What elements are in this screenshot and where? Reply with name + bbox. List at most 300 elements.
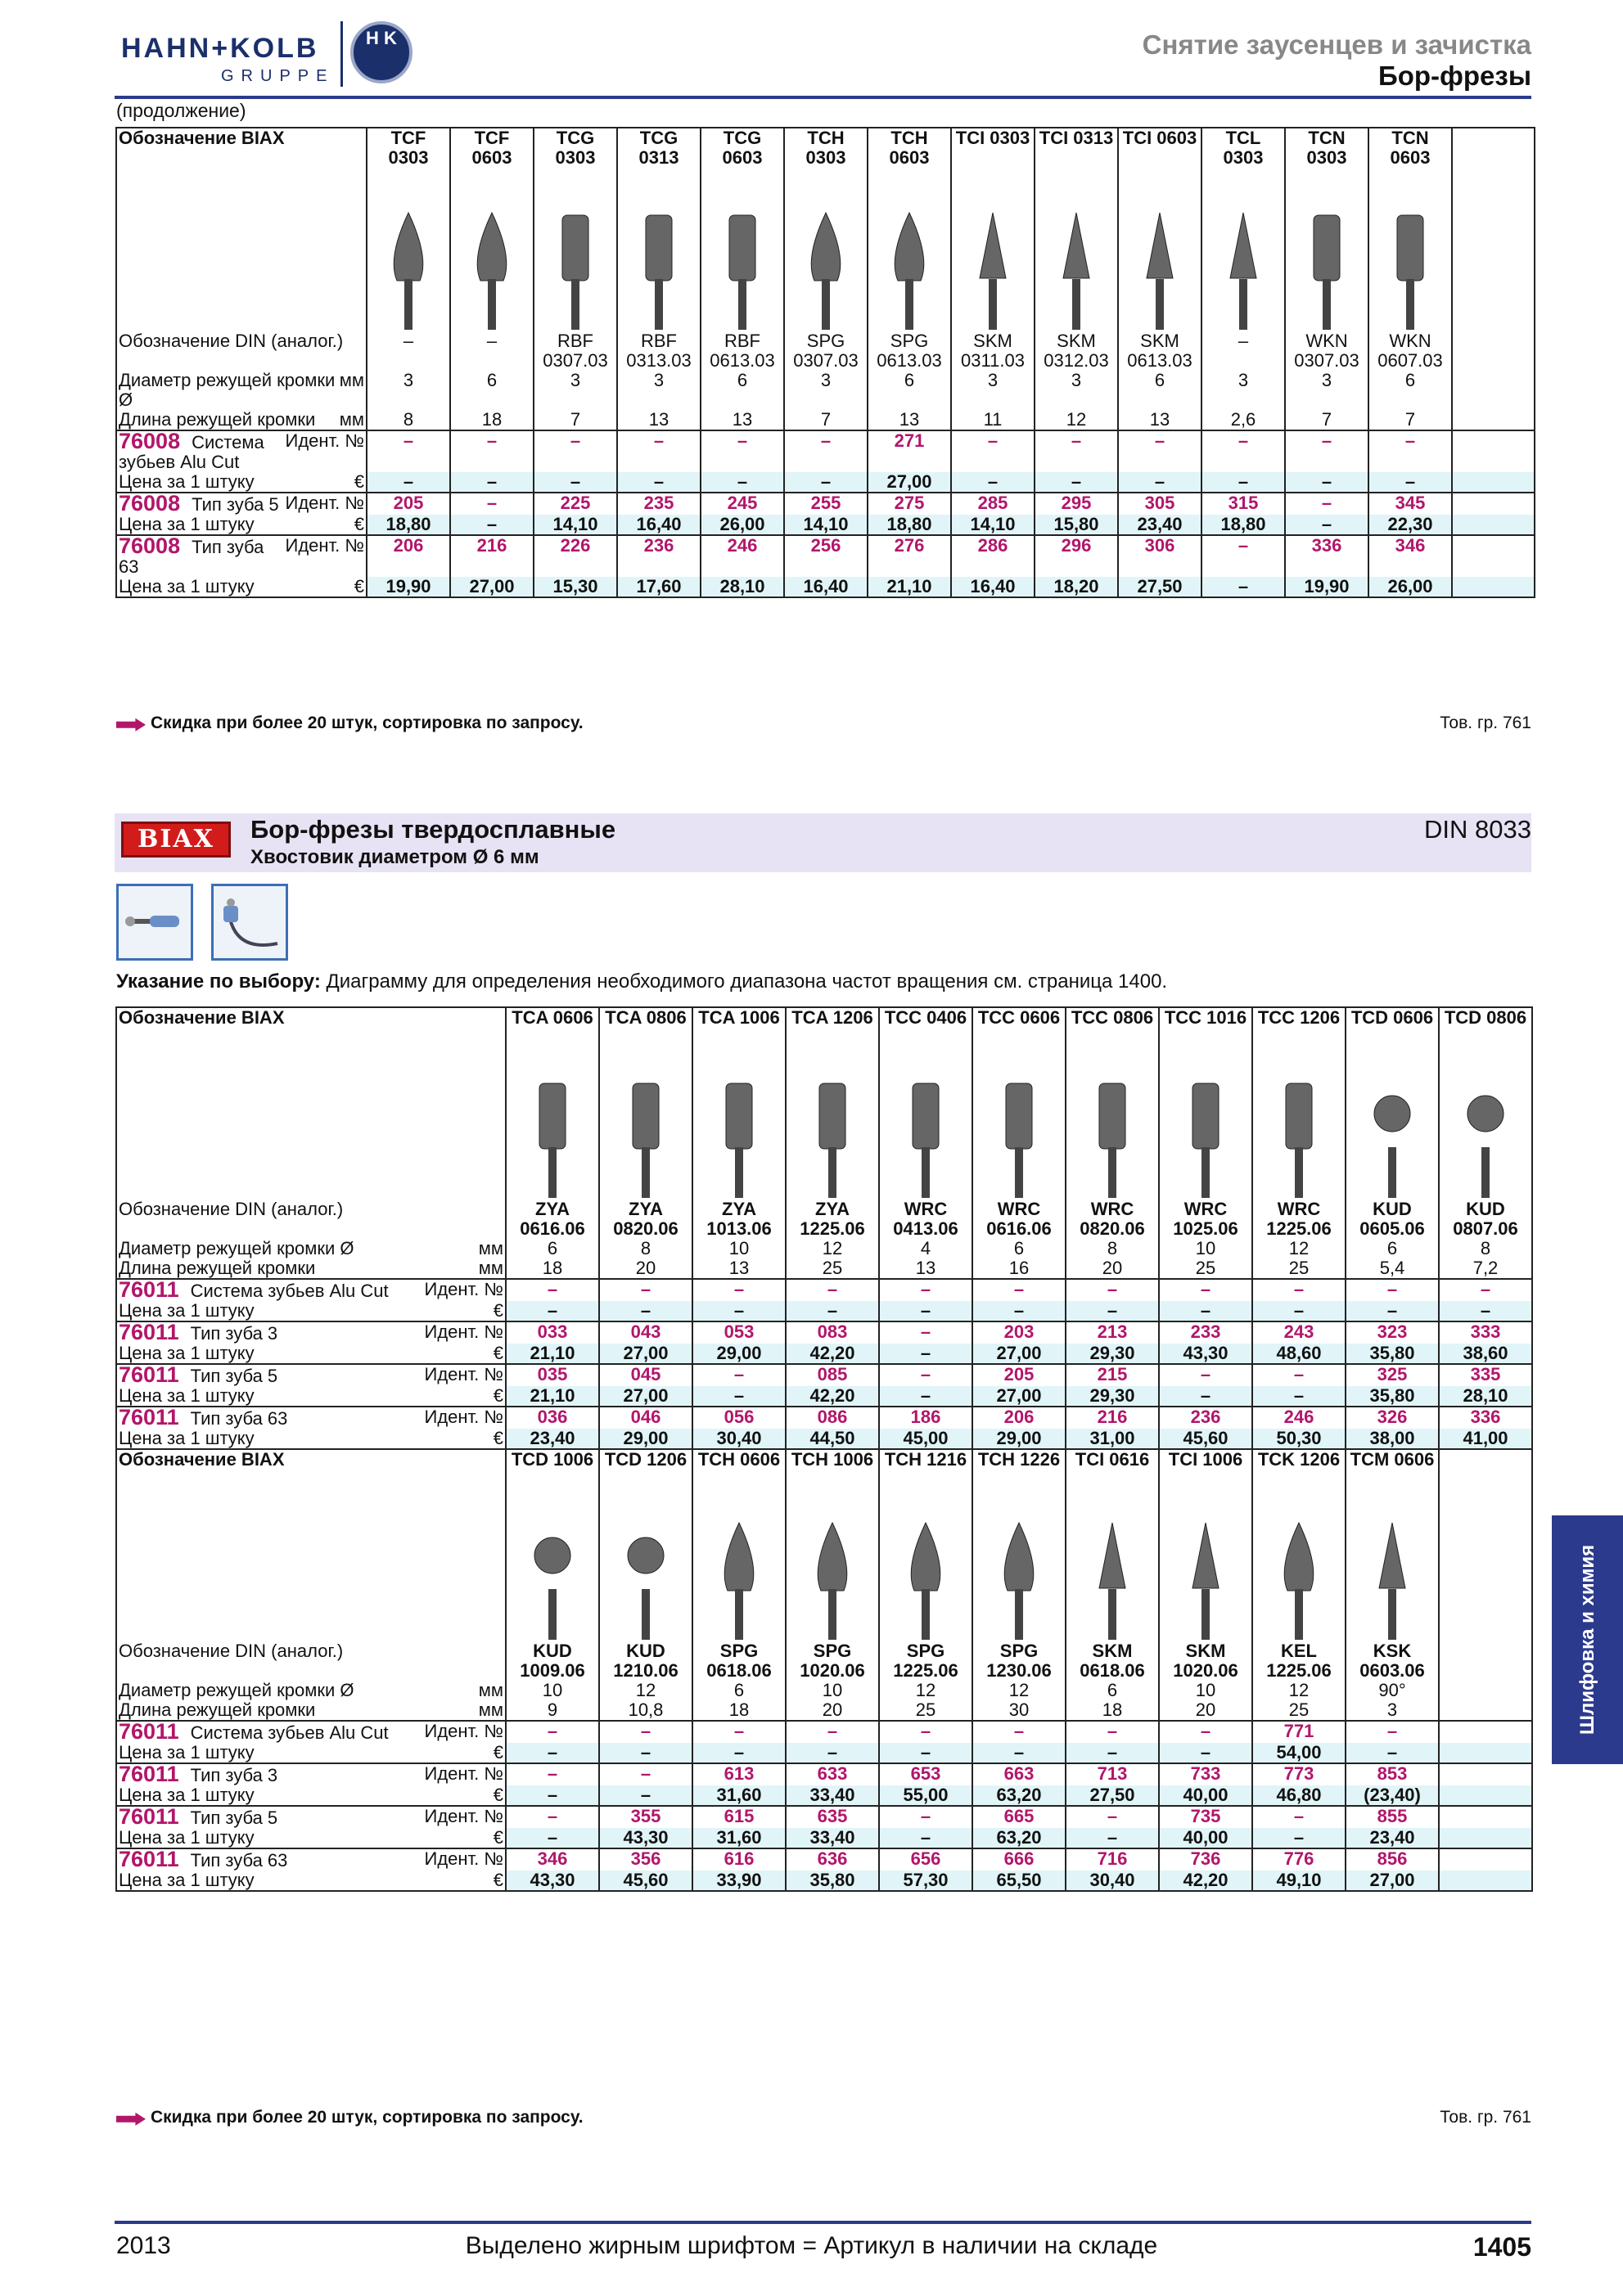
diameter-value: 12 — [599, 1681, 692, 1700]
unit-label: € — [354, 577, 364, 597]
diameter-value: 12 — [786, 1239, 879, 1258]
ident-number: 206 — [972, 1407, 1066, 1429]
column-header: TCH 0303 — [784, 128, 868, 168]
article-cell — [116, 430, 367, 472]
carbide-burr-icon — [697, 1077, 782, 1200]
diameter-value: 3 — [1285, 371, 1368, 410]
ident-number: 045 — [599, 1364, 692, 1386]
din-value: KEL 1225.06 — [1252, 1641, 1346, 1681]
tooth-type: Тип зуба 5 — [190, 1808, 278, 1828]
ident-number: 286 — [951, 535, 1035, 577]
ident-number: – — [1066, 1721, 1159, 1743]
column-header: TCG 0603 — [701, 128, 784, 168]
footer-rule — [115, 2221, 1531, 2224]
length-value: 7 — [1368, 410, 1452, 430]
column-header: TCD 0806 — [1439, 1007, 1532, 1028]
ident-number: 636 — [786, 1848, 879, 1871]
ident-number: – — [506, 1279, 599, 1301]
diameter-value: 6 — [868, 371, 951, 410]
ident-number: 315 — [1201, 493, 1285, 515]
article-number: 76011 — [119, 1848, 179, 1871]
carbide-burr-icon — [1206, 209, 1281, 331]
tooth-type: Система зубьев Alu Cut — [190, 1281, 389, 1301]
price-label-text: Цена за 1 штуку — [119, 1828, 255, 1848]
price-value: 27,00 — [972, 1344, 1066, 1364]
price-value: 27,50 — [1118, 577, 1201, 597]
biax-designation-label — [116, 1007, 506, 1028]
price-value: – — [879, 1301, 972, 1321]
price-value: – — [506, 1743, 599, 1763]
ident-number: 356 — [599, 1848, 692, 1871]
price-label-text: Цена за 1 штуку — [119, 515, 255, 534]
price-value: – — [617, 472, 701, 493]
carbide-burr-icon — [697, 1519, 782, 1641]
price-value: – — [1252, 1386, 1346, 1407]
article-cell — [116, 1721, 506, 1743]
din-value: RBF 0307.03 — [534, 331, 617, 371]
empty-cell — [1439, 1806, 1532, 1828]
table-2 — [115, 1006, 1533, 1892]
tool-image — [506, 1028, 599, 1200]
ident-number: 733 — [1159, 1763, 1252, 1785]
tool-image — [599, 1028, 692, 1200]
ident-number: 213 — [1066, 1321, 1159, 1344]
diameter-value: 8 — [1066, 1239, 1159, 1258]
price-value: 16,40 — [617, 515, 701, 535]
carbide-burr-icon — [1163, 1519, 1248, 1641]
diameter-value: 4 — [879, 1239, 972, 1258]
unit-label: € — [493, 1301, 503, 1321]
tool-image — [506, 1470, 599, 1641]
price-label — [116, 1785, 506, 1806]
length-value: 20 — [786, 1700, 879, 1721]
footer-year: 2013 — [116, 2232, 171, 2259]
price-value: 40,00 — [1159, 1828, 1252, 1848]
tool-image — [879, 1028, 972, 1200]
price-value: 33,40 — [786, 1785, 879, 1806]
image-row-label — [116, 168, 367, 331]
price-value: 43,30 — [506, 1871, 599, 1891]
ident-label: Идент. № — [285, 430, 364, 451]
price-value: 55,00 — [879, 1785, 972, 1806]
ident-label: Идент. № — [424, 1407, 503, 1427]
din-value: KUD 0807.06 — [1439, 1200, 1532, 1239]
price-value: 45,00 — [879, 1429, 972, 1449]
image-row-label — [116, 1470, 506, 1641]
column-header: TCA 1006 — [692, 1007, 786, 1028]
length-value: 25 — [879, 1700, 972, 1721]
ident-number: – — [1252, 1364, 1346, 1386]
column-header: TCC 0406 — [879, 1007, 972, 1028]
ident-number: 346 — [506, 1848, 599, 1871]
tool-image — [1066, 1028, 1159, 1200]
price-value: 27,00 — [1346, 1871, 1439, 1891]
diameter-label — [116, 1681, 506, 1700]
carbide-burr-icon — [603, 1077, 688, 1200]
article-number: 76011 — [119, 1364, 179, 1386]
price-value: 27,00 — [450, 577, 534, 597]
price-value: 63,20 — [972, 1828, 1066, 1848]
price-label-text: Цена за 1 штуку — [119, 1871, 255, 1890]
tool-image — [450, 168, 534, 331]
logo-subtitle: GRUPPE — [221, 67, 335, 85]
din-value: SKM 0312.03 — [1035, 331, 1118, 371]
din-value: SPG 1225.06 — [879, 1641, 972, 1681]
page-category: Снятие заусенцев и зачистка — [1142, 29, 1531, 60]
price-value: 33,40 — [786, 1828, 879, 1848]
ident-number: 256 — [784, 535, 868, 577]
length-value: 18 — [506, 1258, 599, 1279]
table-1 — [115, 127, 1535, 598]
column-header: TCD 0606 — [1346, 1007, 1439, 1028]
length-value: 25 — [1252, 1258, 1346, 1279]
length-value: 25 — [1252, 1700, 1346, 1721]
tool-image — [1346, 1470, 1439, 1641]
ident-label: Идент. № — [424, 1321, 503, 1342]
ident-number: 616 — [692, 1848, 786, 1871]
price-value: 29,00 — [599, 1429, 692, 1449]
biax-designation-label-text: Обозначение BIAX — [119, 1449, 285, 1470]
ident-number: 046 — [599, 1407, 692, 1429]
ident-number: 186 — [879, 1407, 972, 1429]
ident-number: – — [879, 1321, 972, 1344]
price-value: 18,20 — [1035, 577, 1118, 597]
din-value: WKN 0307.03 — [1285, 331, 1368, 371]
price-value: – — [692, 1386, 786, 1407]
ident-number: 235 — [617, 493, 701, 515]
price-value: 35,80 — [1346, 1344, 1439, 1364]
ident-number: 776 — [1252, 1848, 1346, 1871]
price-value: – — [367, 472, 450, 493]
price-value: 18,80 — [1201, 515, 1285, 535]
image-row-label — [116, 1028, 506, 1200]
price-value: – — [1439, 1301, 1532, 1321]
din-value: ZYA 0820.06 — [599, 1200, 692, 1239]
length-value: 2,6 — [1201, 410, 1285, 430]
din-value: WKN 0607.03 — [1368, 331, 1452, 371]
din-value: ZYA 1225.06 — [786, 1200, 879, 1239]
ident-number: 856 — [1346, 1848, 1439, 1871]
empty-cell — [1439, 1743, 1532, 1763]
length-label-text: Длина режущей кромки — [119, 1258, 316, 1278]
ident-number: – — [599, 1763, 692, 1785]
price-value: 54,00 — [1252, 1743, 1346, 1763]
ident-number: – — [1159, 1364, 1252, 1386]
diameter-value: 12 — [1252, 1681, 1346, 1700]
column-header: TCA 0806 — [599, 1007, 692, 1028]
din-value: RBF 0313.03 — [617, 331, 701, 371]
price-value: 38,00 — [1346, 1429, 1439, 1449]
tooth-type: Тип зуба 3 — [190, 1765, 278, 1785]
biax-designation-label-text: Обозначение BIAX — [119, 1007, 285, 1028]
ident-number: 296 — [1035, 535, 1118, 577]
price-value: 23,40 — [506, 1429, 599, 1449]
din-value: ZYA 1013.06 — [692, 1200, 786, 1239]
length-value: 7 — [534, 410, 617, 430]
column-header: TCH 0603 — [868, 128, 951, 168]
length-value: 7,2 — [1439, 1258, 1532, 1279]
discount-note-text: Скидка при более 20 штук, сортировка по запросу. — [151, 714, 584, 732]
ident-number: 325 — [1346, 1364, 1439, 1386]
din-value: WRC 1225.06 — [1252, 1200, 1346, 1239]
price-label-text: Цена за 1 штуку — [119, 1429, 255, 1448]
price-value: 14,10 — [534, 515, 617, 535]
din-value: WRC 0820.06 — [1066, 1200, 1159, 1239]
length-value: 12 — [1035, 410, 1118, 430]
tool-image — [972, 1028, 1066, 1200]
ident-number: 635 — [786, 1806, 879, 1828]
din-value: SPG 0613.03 — [868, 331, 951, 371]
diameter-value: 12 — [1252, 1239, 1346, 1258]
article-cell — [116, 1279, 506, 1301]
carbide-burr-icon — [955, 209, 1030, 331]
length-value: 30 — [972, 1700, 1066, 1721]
column-header: TCC 1016 — [1159, 1007, 1252, 1028]
ident-number: 083 — [786, 1321, 879, 1344]
length-value: 7 — [1285, 410, 1368, 430]
tool-image — [784, 168, 868, 331]
ident-number: – — [1159, 1721, 1252, 1743]
ident-number: 736 — [1159, 1848, 1252, 1871]
ident-number: – — [506, 1763, 599, 1785]
ident-number: – — [972, 1721, 1066, 1743]
price-value: – — [972, 1743, 1066, 1763]
ident-number: 346 — [1368, 535, 1452, 577]
ident-number: 336 — [1439, 1407, 1532, 1429]
price-value: – — [1252, 1828, 1346, 1848]
article-cell — [116, 1763, 506, 1785]
din-value: RBF 0613.03 — [701, 331, 784, 371]
tool-image — [1285, 168, 1368, 331]
length-value: 25 — [1159, 1258, 1252, 1279]
ident-number: – — [1285, 430, 1368, 472]
price-value: – — [879, 1386, 972, 1407]
diameter-value: 3 — [1035, 371, 1118, 410]
din-value: ZYA 0616.06 — [506, 1200, 599, 1239]
carbide-burr-icon — [976, 1519, 1062, 1641]
price-value: 27,00 — [868, 472, 951, 493]
ident-number: 236 — [617, 535, 701, 577]
length-value: 20 — [1159, 1700, 1252, 1721]
tool-image — [972, 1470, 1066, 1641]
price-value: 50,30 — [1252, 1429, 1346, 1449]
footer-legend: Выделено жирным шрифтом = Артикул в наличии на складе — [465, 2232, 1158, 2259]
empty-cell — [1452, 472, 1535, 493]
discount-note-text: Скидка при более 20 штук, сортировка по запросу. — [151, 2108, 584, 2127]
price-value: – — [879, 1828, 972, 1848]
article-number: 76011 — [119, 1806, 179, 1828]
price-value: 21,10 — [506, 1386, 599, 1407]
ident-number: 295 — [1035, 493, 1118, 515]
column-header: TCG 0303 — [534, 128, 617, 168]
din-value: KUD 1210.06 — [599, 1641, 692, 1681]
length-value: 13 — [879, 1258, 972, 1279]
price-value: – — [506, 1828, 599, 1848]
din-value: KSK 0603.06 — [1346, 1641, 1439, 1681]
tool-image — [951, 168, 1035, 331]
price-value: 21,10 — [868, 577, 951, 597]
din-value: – — [450, 331, 534, 371]
column-header: TCA 1206 — [786, 1007, 879, 1028]
price-value: – — [784, 472, 868, 493]
biax-designation-label-text: Обозначение BIAX — [119, 128, 285, 148]
tooth-type: Тип зуба 63 — [190, 1850, 288, 1871]
diameter-label-text: Диаметр режущей кромки Ø — [119, 371, 336, 410]
selection-hint — [116, 970, 1167, 993]
column-header: TCG 0313 — [617, 128, 701, 168]
ident-number: – — [879, 1806, 972, 1828]
length-value: 18 — [1066, 1700, 1159, 1721]
price-value: (23,40) — [1346, 1785, 1439, 1806]
ident-number: – — [879, 1279, 972, 1301]
carbide-burr-icon — [1256, 1077, 1341, 1200]
ident-number: – — [1201, 535, 1285, 577]
length-value: 20 — [599, 1258, 692, 1279]
ident-number: – — [599, 1721, 692, 1743]
price-value: 14,10 — [951, 515, 1035, 535]
diameter-value: 6 — [1066, 1681, 1159, 1700]
price-value: 41,00 — [1439, 1429, 1532, 1449]
tool-image — [599, 1470, 692, 1641]
empty-cell — [1439, 1700, 1532, 1721]
price-value: – — [599, 1743, 692, 1763]
ident-number: – — [534, 430, 617, 472]
column-header: TCC 0606 — [972, 1007, 1066, 1028]
price-value: – — [1159, 1301, 1252, 1321]
ident-label: Идент. № — [285, 493, 364, 513]
ident-label: Идент. № — [424, 1806, 503, 1826]
price-value: – — [1285, 472, 1368, 493]
tool-image — [1118, 168, 1201, 331]
price-value: – — [534, 472, 617, 493]
ident-number: 735 — [1159, 1806, 1252, 1828]
ident-number: 205 — [367, 493, 450, 515]
ident-number: – — [786, 1279, 879, 1301]
length-label — [116, 1258, 506, 1279]
article-number: 76008 — [119, 430, 181, 453]
ident-number: 216 — [1066, 1407, 1159, 1429]
ident-number: – — [1035, 430, 1118, 472]
length-value: 10,8 — [599, 1700, 692, 1721]
price-label — [116, 1344, 506, 1364]
carbide-burr-icon — [1163, 1077, 1248, 1200]
ident-number: 086 — [786, 1407, 879, 1429]
ident-label: Идент. № — [424, 1848, 503, 1869]
unit-label: мм — [478, 1239, 503, 1258]
price-value: – — [1159, 1386, 1252, 1407]
article-cell — [116, 1407, 506, 1429]
din-label-text: Обозначение DIN (аналог.) — [119, 1641, 344, 1661]
carbide-burr-icon — [454, 209, 530, 331]
article-number: 76008 — [119, 493, 181, 515]
price-value: – — [1066, 1743, 1159, 1763]
ident-number: 615 — [692, 1806, 786, 1828]
length-value: 11 — [951, 410, 1035, 430]
ident-number: 233 — [1159, 1321, 1252, 1344]
price-value: 44,50 — [786, 1429, 879, 1449]
carbide-burr-icon — [976, 1077, 1062, 1200]
ident-number: – — [1439, 1279, 1532, 1301]
price-label — [116, 1301, 506, 1321]
ident-number: – — [617, 430, 701, 472]
ident-number: 246 — [701, 535, 784, 577]
ident-number: – — [1368, 430, 1452, 472]
ident-label: Идент. № — [285, 535, 364, 556]
diameter-value: 10 — [506, 1681, 599, 1700]
tooth-type: Тип зуба 5 — [192, 494, 279, 515]
ident-number: 355 — [599, 1806, 692, 1828]
ident-number: – — [1346, 1279, 1439, 1301]
page-title: Бор-фрезы — [1378, 61, 1531, 91]
empty-cell — [1452, 535, 1535, 577]
unit-label: € — [493, 1386, 503, 1406]
side-tab[interactable] — [1552, 1515, 1623, 1764]
carbide-burr-icon — [883, 1519, 968, 1641]
tooth-type: Система зубьев Alu Cut — [190, 1722, 389, 1743]
price-value: 15,30 — [534, 577, 617, 597]
din-value: SKM 0613.03 — [1118, 331, 1201, 371]
empty-cell — [1452, 577, 1535, 597]
ident-number: 326 — [1346, 1407, 1439, 1429]
diameter-value: 90° — [1346, 1681, 1439, 1700]
length-label — [116, 1700, 506, 1721]
empty-cell — [1439, 1763, 1532, 1785]
article-cell — [116, 1848, 506, 1871]
diameter-value: 6 — [701, 371, 784, 410]
carbide-burr-icon — [621, 209, 697, 331]
price-label-text: Цена за 1 штуку — [119, 1301, 255, 1321]
tool-image — [786, 1470, 879, 1641]
price-value: 14,10 — [784, 515, 868, 535]
diameter-value: 10 — [1159, 1239, 1252, 1258]
discount-note-2 — [116, 2108, 584, 2127]
column-header: TCI 0603 — [1118, 128, 1201, 168]
ident-label: Идент. № — [424, 1279, 503, 1299]
ident-number: – — [367, 430, 450, 472]
column-header: TCC 0806 — [1066, 1007, 1159, 1028]
price-value: 43,30 — [599, 1828, 692, 1848]
price-label-text: Цена за 1 штуку — [119, 1743, 255, 1763]
ident-number: 666 — [972, 1848, 1066, 1871]
diameter-label-text: Диаметр режущей кромки Ø — [119, 1681, 354, 1700]
page-number: 1405 — [1472, 2232, 1531, 2262]
price-value: 48,60 — [1252, 1344, 1346, 1364]
tool-image — [534, 168, 617, 331]
ident-number: 306 — [1118, 535, 1201, 577]
empty-cell — [1439, 1785, 1532, 1806]
empty-cell — [1452, 371, 1535, 410]
din-standard: DIN 8033 — [1424, 815, 1531, 844]
straight-grinder-icon — [116, 884, 193, 961]
diameter-label — [116, 1239, 506, 1258]
empty-cell — [1439, 1681, 1532, 1700]
price-value: 21,10 — [506, 1344, 599, 1364]
ident-number: 225 — [534, 493, 617, 515]
carbide-burr-icon — [1350, 1077, 1435, 1200]
price-value: – — [1201, 472, 1285, 493]
ident-number: 043 — [599, 1321, 692, 1344]
price-value: 45,60 — [599, 1871, 692, 1891]
discount-note-1 — [116, 714, 584, 733]
price-value: 42,20 — [786, 1344, 879, 1364]
diameter-value: 6 — [1368, 371, 1452, 410]
price-value: 42,20 — [1159, 1871, 1252, 1891]
diameter-value: 3 — [534, 371, 617, 410]
empty-cell — [1452, 430, 1535, 472]
price-value: 22,30 — [1368, 515, 1452, 535]
empty-cell — [1439, 1449, 1532, 1470]
carbide-burr-icon — [1070, 1519, 1155, 1641]
